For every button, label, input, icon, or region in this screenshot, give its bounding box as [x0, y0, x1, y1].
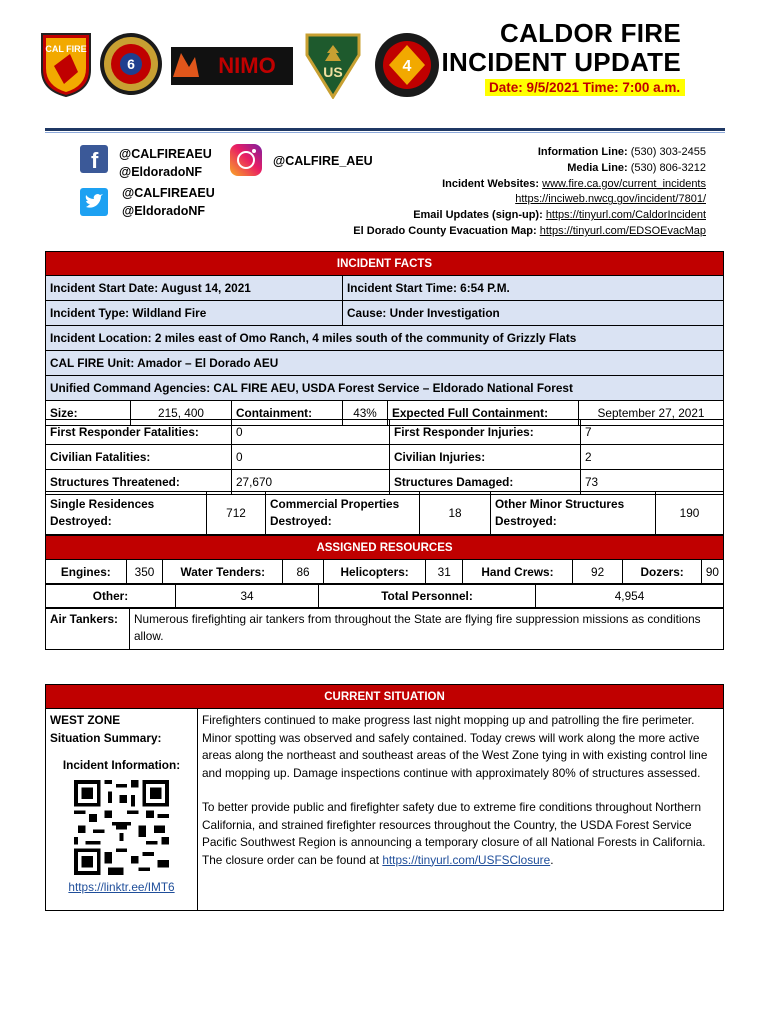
title-line1: CALDOR FIRE — [500, 18, 681, 48]
casualty-table — [45, 419, 724, 495]
air-tankers-value: Numerous firefighting air tankers from throughout the State are flying fire suppression missions as conditions allow. — [130, 608, 724, 650]
date-badge: Date: 9/5/2021 Time: 7:00 a.m. — [485, 79, 685, 96]
water-tenders-value: 86 — [283, 560, 324, 585]
engines-label: Engines: — [46, 560, 127, 585]
dozers-label: Dozers: — [623, 560, 702, 585]
air-tankers-label: Air Tankers: — [46, 608, 130, 650]
situation-paragraph-2: To better provide public and firefighter safety due to extreme fire conditions throughout Northern California, and strained firefighter resources throughout the Country, the USDA Forest Service Pacific Southwest Region is announcing a temporary closure of all National Forests in California. The closure order can be found at — [202, 800, 706, 867]
fr-injuries-value: 7 — [581, 420, 724, 445]
expected-containment-label: Expected Full Containment: — [388, 401, 579, 426]
expected-containment-value: September 27, 2021 — [579, 401, 724, 426]
situation-heading: CURRENT SITUATION — [46, 685, 724, 709]
incident-type: Incident Type: Wildland Fire — [46, 301, 343, 326]
west-zone-label: WEST ZONE — [50, 713, 121, 727]
calfire-logo — [40, 32, 92, 98]
facebook-handle-2[interactable]: @EldoradoNF — [119, 165, 203, 179]
media-line-value: (530) 806-3212 — [630, 161, 706, 174]
air-tankers-table — [45, 607, 724, 650]
commercial-label: Commercial Properties Destroyed: — [266, 492, 420, 535]
commercial-value: 18 — [420, 492, 491, 535]
minor-structures-value: 190 — [656, 492, 724, 535]
size-value: 215, 400 — [131, 401, 232, 426]
twitter-handle-2[interactable]: @EldoradoNF — [122, 204, 206, 218]
engines-value: 350 — [126, 560, 163, 585]
twitter-handle-1[interactable]: @CALFIREAEU — [122, 186, 215, 200]
resources-table — [45, 535, 724, 585]
size-label: Size: — [46, 401, 131, 426]
incident-location: Incident Location: 2 miles east of Omo Ranch, 4 miles south of the community of Grizzly Flats — [46, 326, 724, 351]
start-time: Incident Start Time: 6:54 P.M. — [343, 276, 724, 301]
start-date: Incident Start Date: August 14, 2021 — [46, 276, 343, 301]
other-label: Other: — [46, 584, 176, 609]
info-line-value: (530) 303-2455 — [630, 146, 706, 158]
incident-info-label: Incident Information: — [62, 758, 181, 772]
total-personnel-value: 4,954 — [536, 584, 724, 609]
team6-logo-text: 6 — [127, 56, 135, 72]
situation-paragraph-2-wrap — [202, 799, 719, 869]
incident-facts-table — [45, 251, 724, 426]
containment-label: Containment: — [232, 401, 343, 426]
header-divider — [45, 128, 725, 131]
situation-summary-label: Situation Summary: — [50, 730, 162, 745]
containment-value: 43% — [343, 401, 388, 426]
evac-map-link[interactable]: https://tinyurl.com/EDSOEvacMap — [539, 224, 706, 237]
civ-fatalities-value: 0 — [232, 445, 390, 470]
single-residences-label: Single Residences Destroyed: — [46, 492, 207, 535]
usfs-logo-text: US — [323, 64, 343, 80]
team4-logo — [373, 30, 441, 100]
incident-cause: Cause: Under Investigation — [343, 301, 724, 326]
situation-paragraph-1: Firefighters continued to make progress last night mopping up and patrolling the fire perimeter. Minor spotting was observed and safely contained. Today crews will work along the more active areas along the northeast and southeast areas of the West Zone tying in with existing control line and mopping up. Damage inspections continue with approximately 80% of structures assessed. — [202, 713, 708, 780]
helicopters-label: Helicopters: — [323, 560, 426, 585]
website-link-2[interactable]: https://inciweb.nwcg.gov/incident/7801/ — [515, 193, 706, 206]
damaged-value: 73 — [581, 470, 724, 495]
threatened-label: Structures Threatened: — [46, 470, 232, 495]
single-residences-value: 712 — [207, 492, 266, 535]
qr-code[interactable] — [74, 780, 169, 875]
water-tenders-label: Water Tenders: — [163, 560, 283, 585]
facts-heading: INCIDENT FACTS — [46, 252, 724, 276]
other-value: 34 — [176, 584, 319, 609]
email-signup-link[interactable]: https://tinyurl.com/CaldorIncident — [545, 209, 706, 222]
fr-fatalities-value: 0 — [232, 420, 390, 445]
unified-command: Unified Command Agencies: CAL FIRE AEU, USDA Forest Service – Eldorado National Forest — [46, 376, 724, 401]
linktree-link[interactable]: https://linktr.ee/IMT6 — [68, 879, 175, 894]
facebook-icon[interactable]: f — [80, 145, 108, 173]
facebook-handles — [119, 145, 212, 181]
threatened-value: 27,670 — [232, 470, 390, 495]
info-line-label: Information Line: — [537, 146, 628, 158]
minor-structures-label: Other Minor Structures Destroyed: — [491, 492, 656, 535]
instagram-icon[interactable] — [230, 144, 262, 176]
evac-map-label: El Dorado County Evacuation Map: — [353, 224, 537, 237]
dozers-value: 90 — [701, 560, 723, 585]
civ-injuries-label: Civilian Injuries: — [390, 445, 581, 470]
damaged-label: Structures Damaged: — [390, 470, 581, 495]
resources-heading: ASSIGNED RESOURCES — [46, 536, 724, 560]
civ-injuries-value: 2 — [581, 445, 724, 470]
team4-logo-text: 4 — [402, 58, 412, 75]
closure-order-link[interactable]: https://tinyurl.com/USFSClosure — [382, 852, 551, 867]
instagram-handle[interactable]: @CALFIRE_AEU — [273, 154, 373, 168]
nimo-logo — [171, 47, 293, 85]
media-line-label: Media Line: — [567, 161, 628, 174]
fr-fatalities-label: First Responder Fatalities: — [46, 420, 232, 445]
hand-crews-value: 92 — [572, 560, 622, 585]
twitter-icon[interactable] — [80, 188, 108, 216]
calfire-logo-text: CAL FIRE — [45, 44, 87, 54]
helicopters-value: 31 — [426, 560, 463, 585]
fr-injuries-label: First Responder Injuries: — [390, 420, 581, 445]
twitter-handles — [122, 184, 215, 220]
civ-fatalities-label: Civilian Fatalities: — [46, 445, 232, 470]
calfire-unit: CAL FIRE Unit: Amador – El Dorado AEU — [46, 351, 724, 376]
hand-crews-label: Hand Crews: — [463, 560, 573, 585]
nimo-logo-text: NIMO — [218, 53, 276, 78]
personnel-table — [45, 583, 724, 609]
current-situation-table — [45, 684, 724, 911]
email-label: Email Updates (sign-up): — [413, 209, 543, 222]
facebook-handle-1[interactable]: @CALFIREAEU — [119, 147, 212, 161]
title-line2: INCIDENT UPDATE — [441, 47, 681, 77]
usfs-logo — [303, 33, 363, 99]
website-link-1[interactable]: www.fire.ca.gov/current_incidents — [542, 177, 706, 190]
websites-label: Incident Websites: — [442, 177, 540, 190]
header-divider-thin — [45, 132, 725, 133]
contact-info — [353, 145, 706, 240]
destroyed-table — [45, 491, 724, 535]
situation-paragraph-2-end: . — [550, 852, 554, 867]
team6-logo — [98, 31, 164, 97]
total-personnel-label: Total Personnel: — [319, 584, 536, 609]
